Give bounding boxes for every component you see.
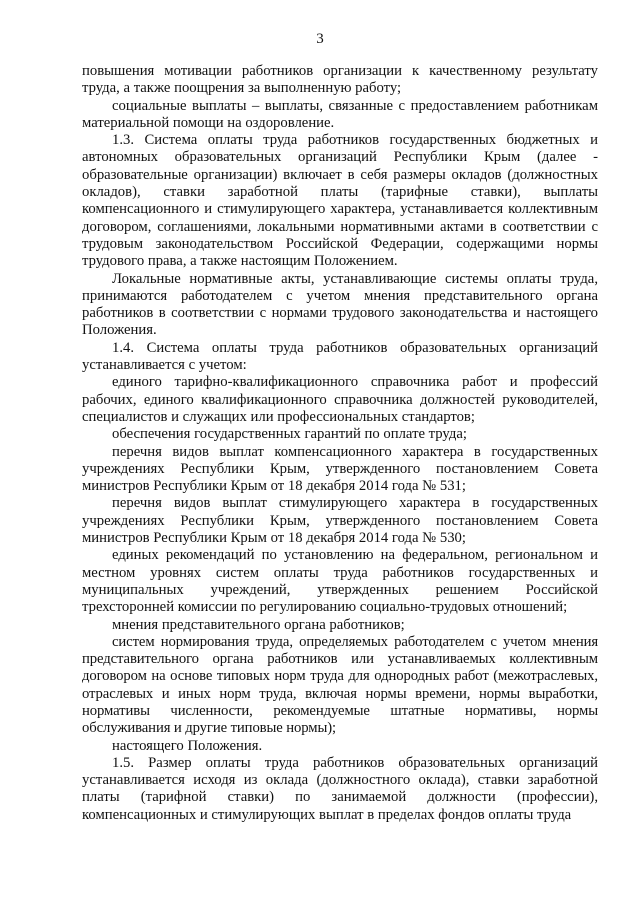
list-item: перечня видов выплат компенсационного характера в государственных учреждениях Республики Крым, утвержденного постановлением Совета министров Республики Крым от 18 декабря 2014 года № 531; (82, 443, 598, 495)
list-item: обеспечения государственных гарантий по оплате труда; (112, 426, 467, 443)
paragraph: повышения мотивации работников организации к качественному результату труда, а также поощрения за выполненную работу; (82, 63, 598, 97)
list-item: мнения представительного органа работников; (112, 616, 405, 633)
paragraph: Локальные нормативные акты, устанавливающие системы оплаты труда, принимаются работодателем с учетом мнения представительного органа работников в соответствии с нормами трудового законодательства и настоящего Положения. (82, 270, 598, 339)
list-item: настоящего Положения. (112, 737, 263, 754)
paragraph-section-1-5: 1.5. Размер оплаты труда работников образовательных организаций устанавливается исходя из оклада (должностного оклада), ставки заработной платы (тарифной ставки) по занимаемой должности (профессии), компенсационных и стимулирующих выплат в пределах фондов оплаты труда (82, 754, 598, 823)
document-body (82, 63, 598, 824)
paragraph: социальные выплаты – выплаты, связанные с предоставлением работникам материальной помощи на оздоровление. (82, 97, 598, 131)
list-item: систем нормирования труда, определяемых работодателем с учетом мнения представительного органа работников или устанавливаемых коллективным договором на основе типовых норм труда для однородных работ (межотраслевых, отраслевых и иных норм труда, включая нормы времени, нормы выработки, нормативы численности, рекомендуемые штатные нормативы, нормы обслуживания и другие типовые нормы); (82, 633, 598, 737)
list-item: перечня видов выплат стимулирующего характера в государственных учреждениях Республики Крым, утвержденного постановлением Совета министров Республики Крым от 18 декабря 2014 года № 530; (82, 495, 598, 547)
page-number: 3 (316, 31, 324, 47)
list-item: единого тарифно-квалификационного справочника работ и профессий рабочих, единого квалификационного справочника должностей руководителей, специалистов и служащих или профессиональных стандартов; (82, 374, 598, 425)
list-item: единых рекомендаций по установлению на федеральном, региональном и местном уровнях систем оплаты труда работников государственных и муниципальных учреждений, утвержденных решением Российской трехсторонней комиссии по регулированию социально-трудовых отношений; (82, 547, 598, 616)
paragraph-section-1-4: 1.4. Система оплаты труда работников образовательных организаций устанавливается с учетом: (82, 339, 598, 374)
paragraph-section-1-3: 1.3. Система оплаты труда работников государственных бюджетных и автономных образовательных организаций Республики Крым (далее - образовательные организации) включает в себя размеры окладов (должностных окладов), ставки заработной платы (тарифные ставки), выплаты компенсационного и стимулирующего характера, устанавливается коллективным договором, соглашениями, локальными нормативными актами в соответствии с трудовым законодательством Российской Федерации, содержащими нормы трудового права, а также настоящим Положением. (82, 132, 598, 270)
